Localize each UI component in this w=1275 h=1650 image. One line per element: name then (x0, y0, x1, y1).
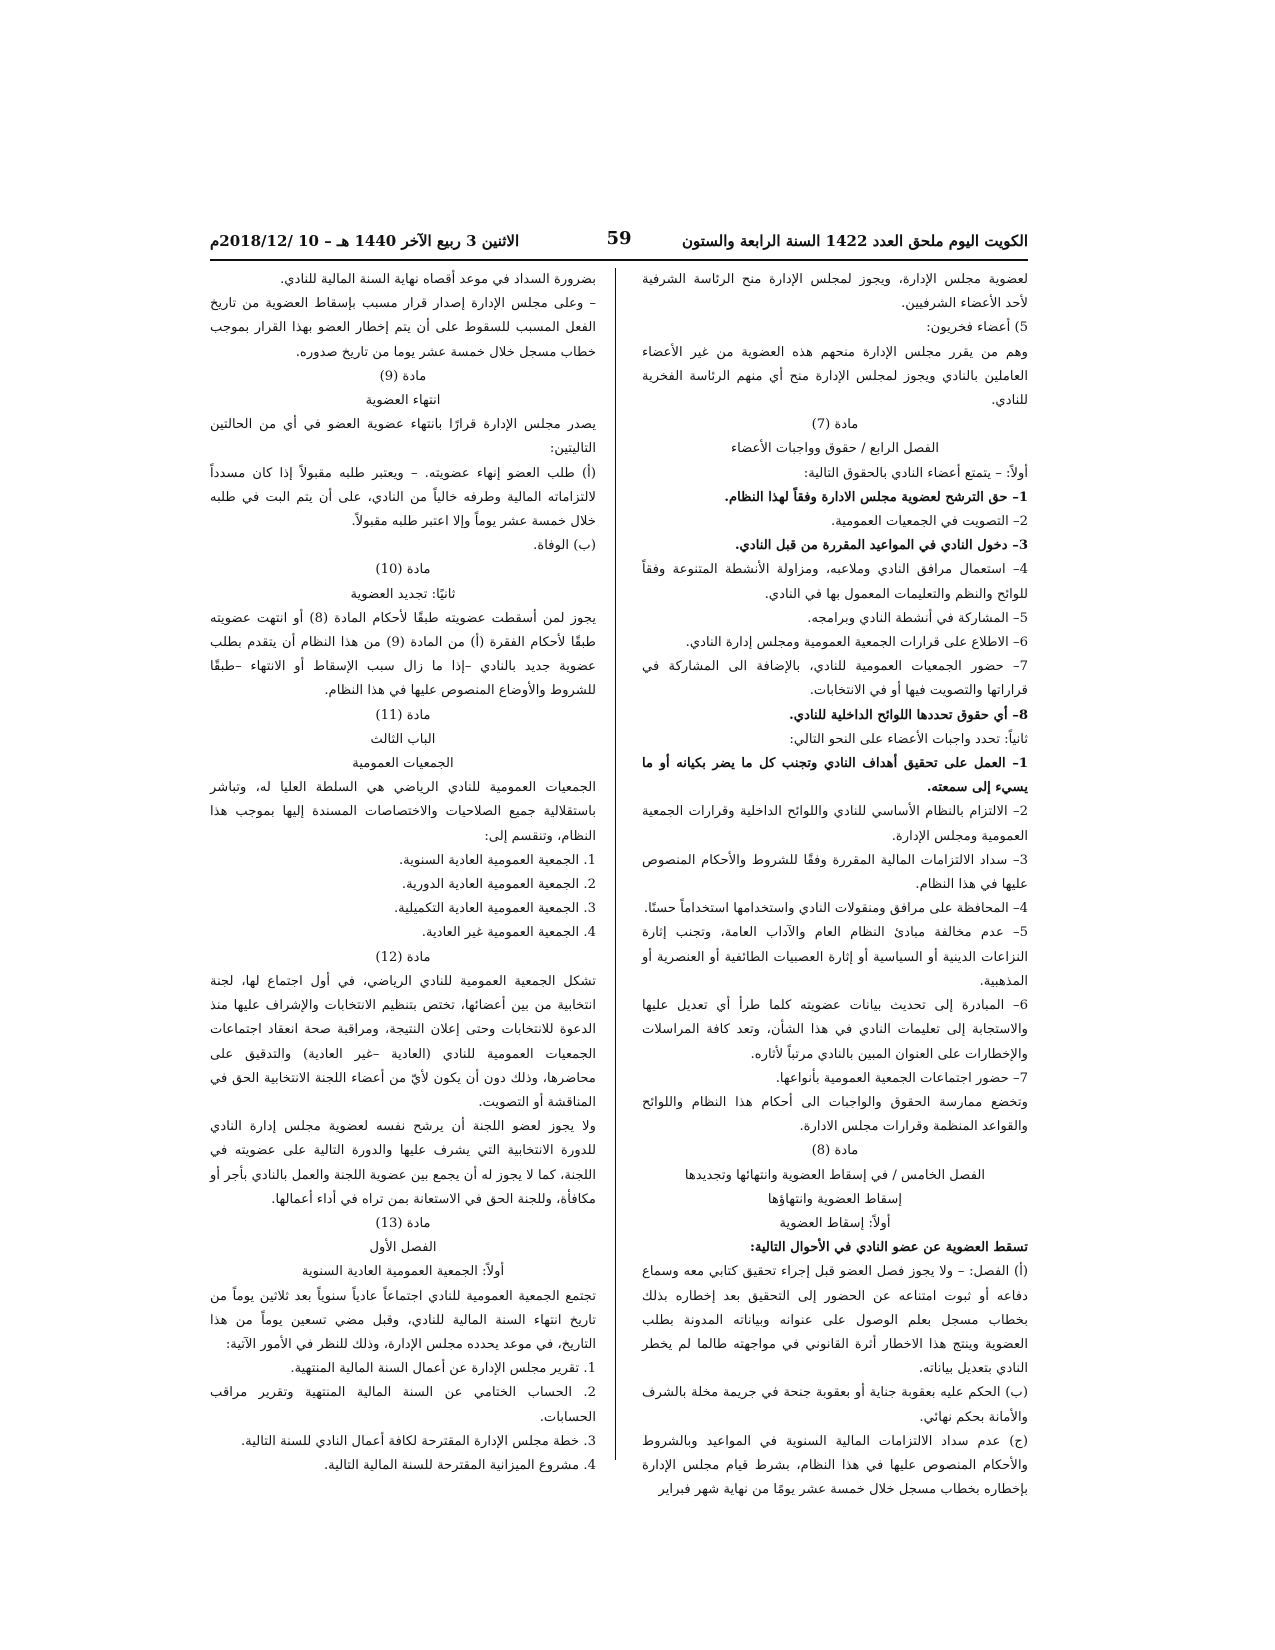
paragraph: الجمعيات العمومية (352, 756, 454, 772)
paragraph: (أ) الفصل: – ولا يجوز فصل العضو قبل إجراء تحقيق كتابي معه وسماع دفاعه أو ثبوت امتناعه عن الحضور إلى التحقيق بعد إخطاره بذلك بخطاب مسجل بعلم الوصول على عنوانه وبياناته المدونة بطلب العضوية وينتج هذا الاخطار أثرة القانوني في مواجهته طالما لم يخطر النادي بتعديل بياناته. (642, 1264, 1028, 1377)
paragraph: ولا يجوز لعضو اللجنة أن يرشح نفسه لعضوية مجلس إدارة النادي للدورة الانتخابية التي يشرف عليها والدورة التالية على عضويته في اللجنة، كما لا يجوز له أن يجمع بين عضوية اللجنة والعمل بالنادي بأجر أو مكافأة، وللجنة الحق في الاستعانة بمن تراه في أداء أعمالها. (210, 1119, 596, 1207)
page-number: 59 (606, 228, 632, 249)
left-column (210, 268, 596, 1478)
paragraph: 3– سداد الالتزامات المالية المقررة وفقًا للشروط والأحكام المنصوص عليها في هذا النظام. (642, 852, 1028, 893)
paragraph: 4. مشروع الميزانية المقترحة للسنة المالية التالية. (323, 1457, 596, 1473)
paragraph: وتخضع ممارسة الحقوق والواجبات الى أحكام هذا النظام واللوائح والقواعد المنظمة وقرارات مجلس الادارة. (642, 1094, 1028, 1135)
paragraph: مادة (8) (811, 1143, 859, 1159)
paragraph: – وعلى مجلس الإدارة إصدار قرار مسبب بإسقاط العضوية من تاريخ الفعل المسبب للسقوط على أن يتم إخطار العضو بهذا القرار بموجب خطاب مسجل خلال خمسة عشر يوما من تاريخ صدوره. (210, 296, 596, 360)
paragraph: 1. تقرير مجلس الإدارة عن أعمال السنة المالية المنتهية. (290, 1361, 596, 1377)
paragraph: لعضوية مجلس الإدارة، ويجوز لمجلس الإدارة منح الرئاسة الشرفية لأحد الأعضاء الشرفيين. (642, 272, 1028, 312)
paragraph: الجمعيات العمومية للنادي الرياضي هي السلطة العليا له، وتباشر باستقلالية جميع الصلاحيات والاختصاصات المسندة إليها بموجب هذا النظام، وتنقسم إلى: (210, 780, 596, 844)
paragraph: 2. الجمعية العمومية العادية الدورية. (401, 877, 596, 893)
right-column (642, 268, 1028, 1502)
paragraph: 7– حضور الجمعيات العمومية للنادي، بالإضافة الى المشاركة في قراراتها والتصويت فيها أو في الانتخابات. (642, 659, 1028, 699)
paragraph: الفصل الخامس / في إسقاط العضوية وانتهائها وتجديدها (684, 1167, 986, 1183)
paragraph: أولاً: الجمعية العمومية العادية السنوية (301, 1264, 505, 1280)
paragraph: 2. الحساب الختامي عن السنة المالية المنتهية وتقرير مراقب الحسابات. (210, 1385, 596, 1425)
paragraph: 6– الاطلاع على قرارات الجمعية العمومية ومجلس إدارة النادي. (685, 635, 1028, 651)
paragraph: مادة (7) (811, 417, 859, 433)
paragraph: 2– التصويت في الجمعيات العمومية. (831, 514, 1028, 530)
paragraph: تجتمع الجمعية العمومية للنادي اجتماعاً عادياً سنوياً بعد ثلاثين يوماً من تاريخ انتهاء السنة المالية للنادي، وقبل مضي تسعين يوماً من هذا التاريخ، في موعد يحدده مجلس الإدارة، وذلك للنظر في الأمور الآتية: (210, 1288, 596, 1352)
paragraph: وهم من يقرر مجلس الإدارة منحهم هذه العضوية من غير الأعضاء العاملين بالنادي ويجوز لمجلس الإدارة منح أي منهم الرئاسة الفخرية للنادي. (642, 344, 1028, 409)
paragraph: مادة (13) (375, 1215, 431, 1231)
paragraph: يصدر مجلس الإدارة قرارًا بانتهاء عضوية العضو في أي من الحالتين التاليتين: (210, 417, 596, 457)
paragraph: ثانيًا: تجديد العضوية (350, 586, 456, 602)
paragraph: تشكل الجمعية العمومية للنادي الرياضي، في أول اجتماع لها، لجنة انتخابية من بين أعضائها، تختص بتنظيم الانتخابات والإشراف عليها منذ الدعوة للانتخابات وحتى إعلان النتيجة، ومراقبة صحة انعقاد اجتماعات الجمعيات العمومية للنادي (العادية –غير العادية) والتدقيق على محاضرها، وذلك دون أن يكون لأيّ من أعضاء اللجنة الانتخابية الحق في المناقشة أو التصويت. (210, 973, 596, 1110)
paragraph: (ب) الوفاة. (533, 538, 596, 554)
paragraph: انتهاء العضوية (365, 393, 441, 409)
paragraph: 4. الجمعية العمومية غير العادية. (421, 925, 596, 941)
page-header (210, 226, 1028, 260)
paragraph: 6– المبادرة إلى تحديث بيانات عضويته كلما طرأ أي تعديل عليها والاستجابة إلى تعليمات النادي في هذا الشأن، وتعد كافة المراسلات والإخطارات على العنوان المبين بالنادي مرتباً لأثاره. (642, 998, 1028, 1062)
paragraph: 4– استعمال مرافق النادي وملاعبه، ومزاولة الأنشطة المتنوعة وفقاً للوائح والنظم والتعليمات المعمول بها في النادي. (642, 562, 1028, 602)
paragraph: (ب) الحكم عليه بعقوبة جناية أو بعقوبة جنحة في جريمة مخلة بالشرف والأمانة بحكم نهائي. (642, 1385, 1028, 1425)
paragraph: 1– العمل على تحقيق أهداف النادي وتجنب كل ما يضر بكيانه أو ما يسيء إلى سمعته. (642, 756, 1028, 796)
paragraph: الباب الثالث (370, 731, 436, 747)
paragraph: 1. الجمعية العمومية العادية السنوية. (398, 852, 596, 868)
paragraph: الفصل الرابع / حقوق وواجبات الأعضاء (730, 441, 940, 457)
paragraph: 1– حق الترشح لعضوية مجلس الادارة وفقاً لهذا النظام. (724, 489, 1028, 505)
gazette-title: الكويت اليوم ملحق العدد 1422 السنة الرابعة والستون (682, 232, 1028, 250)
paragraph: 7– حضور اجتماعات الجمعية العمومية بأنواعها. (775, 1070, 1028, 1086)
paragraph: أولاً: إسقاط العضوية (779, 1215, 891, 1231)
paragraph: تسقط العضوية عن عضو النادي في الأحوال التالية: (750, 1240, 1028, 1256)
paragraph: مادة (11) (375, 707, 431, 723)
paragraph: 5– المشاركة في أنشطة النادي وبرامجه. (807, 610, 1028, 626)
column-divider (615, 268, 616, 1460)
paragraph: مادة (10) (375, 562, 431, 578)
issue-date: الاثنين 3 ربيع الآخر 1440 هـ – 10 /2018/12م (210, 232, 520, 250)
paragraph: ثانياً: تحدد واجبات الأعضاء على النحو التالي: (789, 731, 1028, 747)
paragraph: 5) أعضاء فخريون: (926, 320, 1028, 336)
paragraph: يجوز لمن أسقطت عضويته طبقًا لأحكام المادة (8) أو انتهت عضويته طبقًا لأحكام الفقرة (أ) من المادة (9) من هذا النظام أن يتقدم بطلب عضوية جديد بالنادي –إذا ما زال سبب الإسقاط أو الانتهاء –طبقًا للشروط والأوضاع المنصوص عليها في هذا النظام. (210, 610, 596, 699)
paragraph: 5– عدم مخالفة مبادئ النظام العام والآداب العامة، وتجنب إثارة النزاعات الدينية أو السياسية أو إثارة العصبيات الطائفية أو العنصرية أو المذهبية. (642, 925, 1028, 989)
paragraph: 3– دخول النادي في المواعيد المقررة من قبل النادي. (734, 538, 1028, 554)
paragraph: 8– أي حقوق تحددها اللوائح الداخلية للنادي. (789, 707, 1028, 723)
header-rule (210, 259, 1028, 261)
paragraph: إسقاط العضوية وانتهاؤها (767, 1191, 903, 1207)
paragraph: الفصل الأول (369, 1240, 437, 1256)
paragraph: 2– الالتزام بالنظام الأساسي للنادي واللوائح الداخلية وقرارات الجمعية العمومية ومجلس الإدارة. (642, 804, 1028, 844)
paragraph: مادة (9) (379, 368, 427, 384)
paragraph: 3. الجمعية العمومية العادية التكميلية. (393, 901, 596, 917)
paragraph: 4– المحافظة على مرافق ومنقولات النادي واستخدامها استخداماً حسنًا. (643, 901, 1028, 917)
paragraph: (ج) عدم سداد الالتزامات المالية السنوية في المواعيد وبالشروط والأحكام المنصوص عليها في هذا النظام، بشرط قيام مجلس الإدارة بإخطاره بخطاب مسجل خلال خمسة عشر يومًا من نهاية شهر فبراير (642, 1433, 1028, 1498)
paragraph: مادة (12) (375, 949, 431, 965)
paragraph: 3. خطة مجلس الإدارة المقترحة لكافة أعمال النادي للسنة التالية. (240, 1433, 596, 1449)
paragraph: بضرورة السداد في موعد أقصاه نهاية السنة المالية للنادي. (280, 272, 596, 287)
paragraph: (أ) طلب العضو إنهاء عضويته. – ويعتبر طلبه مقبولاً إذا كان مسدداً لالتزاماته المالية وطرفه خالياً من النادي، على أن يتم البت في طلبه خلال خمسة عشر يوماً وإلا اعتبر طلبه مقبولاً. (210, 465, 596, 530)
paragraph: أولاً: – يتمتع أعضاء النادي بالحقوق التالية: (803, 465, 1028, 481)
document-page (210, 226, 1028, 1498)
